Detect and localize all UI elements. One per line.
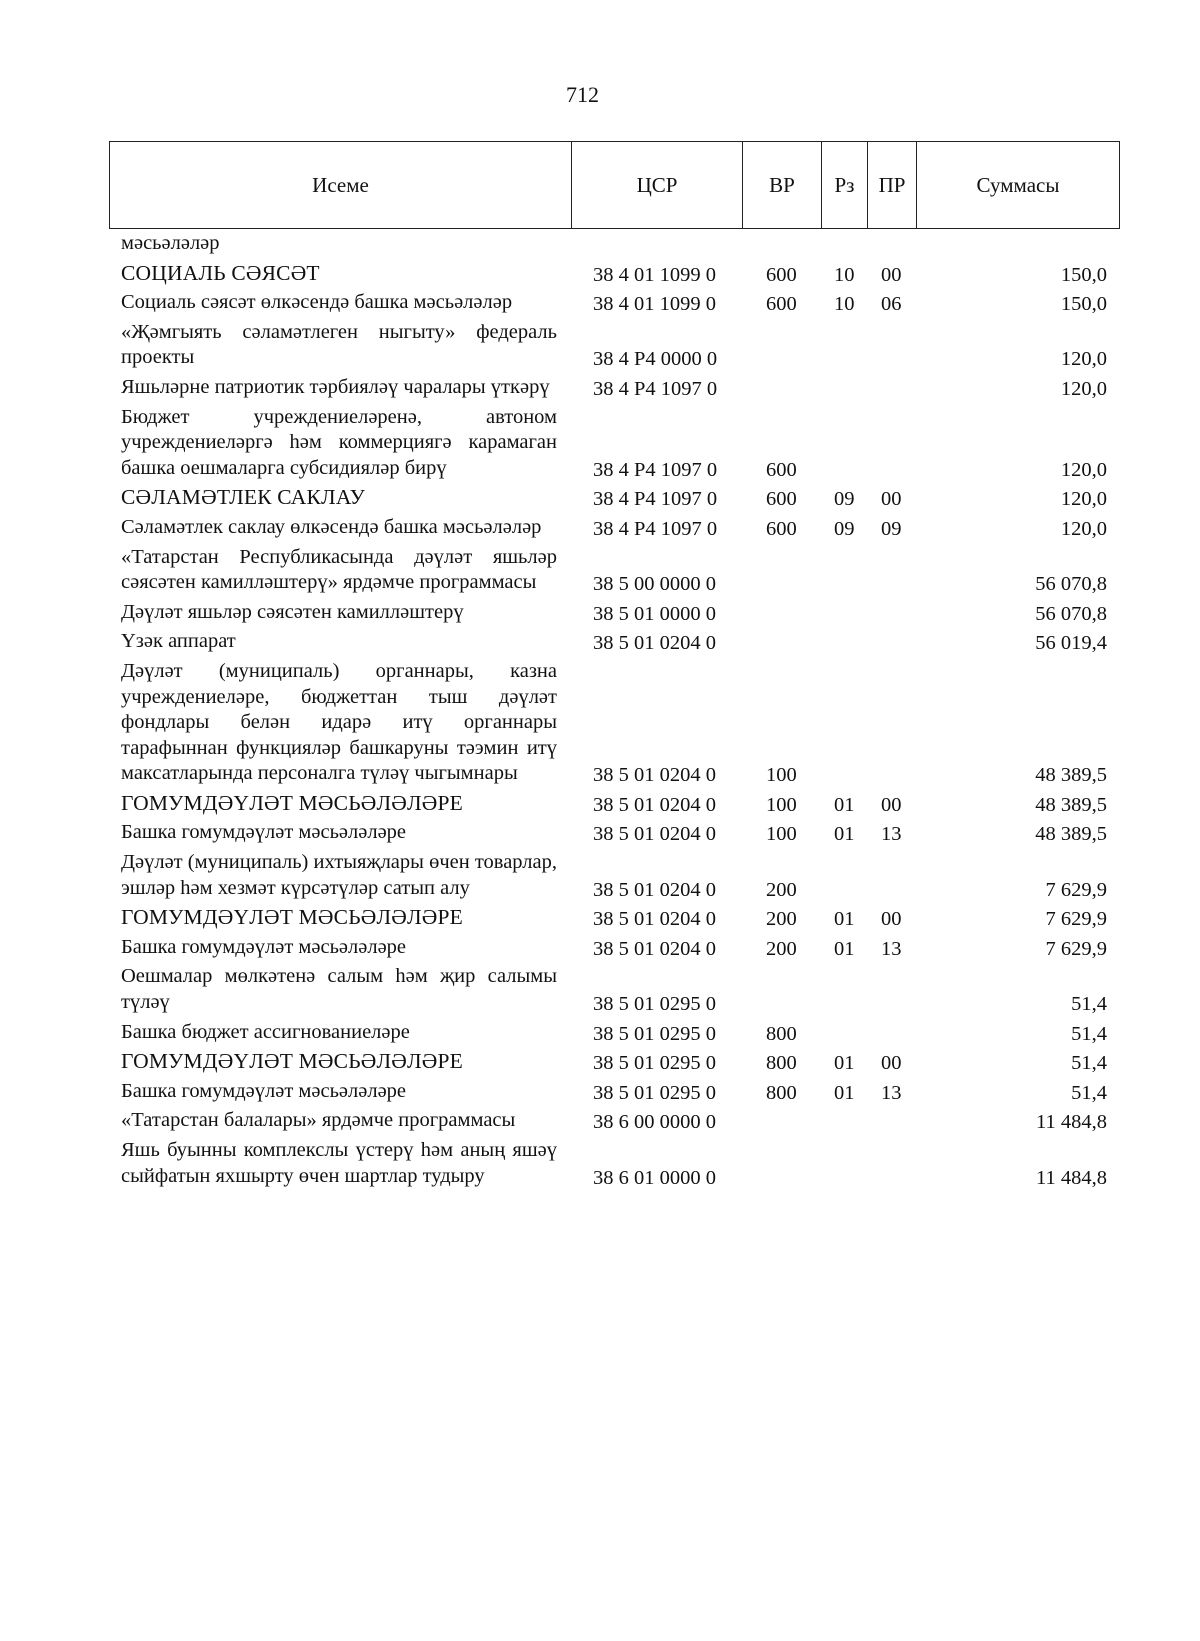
row-amount: 150,0 — [1060, 293, 1107, 316]
row-rz-code — [821, 848, 867, 903]
row-rz-code: 01 — [834, 1052, 855, 1075]
row-csr-code: 38 5 01 0295 0 — [593, 1022, 716, 1045]
row-pr-code — [867, 403, 916, 484]
row-csr-code: 38 5 00 0000 0 — [593, 573, 716, 596]
table-row — [109, 848, 1119, 903]
row-amount: 120,0 — [1060, 517, 1107, 540]
row-amount: 120,0 — [1060, 377, 1107, 400]
row-rz-code: 01 — [834, 823, 855, 846]
table-row — [109, 373, 1119, 403]
row-name: ГОМУМДӘҮЛӘТ МӘСЬӘЛӘЛӘРЕ — [121, 1049, 463, 1074]
row-vr-code: 100 — [766, 793, 797, 816]
row-rz-code — [821, 598, 867, 628]
row-csr-code: 38 4 01 1099 0 — [593, 263, 716, 286]
row-rz-code — [821, 543, 867, 598]
row-vr-code — [742, 962, 821, 1017]
row-vr-code — [742, 318, 821, 373]
row-amount: 120,0 — [1060, 458, 1107, 481]
row-pr-code — [867, 962, 916, 1017]
row-name: Социаль сәясәт өлкәсендә башка мәсьәләләр — [121, 291, 513, 314]
row-amount: 51,4 — [1071, 1022, 1107, 1045]
row-vr-code: 600 — [766, 263, 797, 286]
row-rz-code: 01 — [834, 908, 855, 931]
row-csr-code: 38 5 01 0295 0 — [593, 1081, 716, 1104]
row-pr-code: 00 — [881, 263, 902, 286]
row-name: Дәүләт (муниципаль) органнары, казна учреждениеләре, бюджеттан тыш дәүләт фондлары белән идарә итү органнары тарафыннан функцияләр башкаруны тәэмин итү максатларында персоналга түләү чыгымнары — [121, 659, 557, 785]
table-row — [109, 903, 1119, 933]
row-rz-code — [821, 1136, 867, 1191]
row-vr-code — [742, 598, 821, 628]
table-row — [109, 1077, 1119, 1107]
row-rz-code: 01 — [834, 1081, 855, 1104]
row-name: ГОМУМДӘҮЛӘТ МӘСЬӘЛӘЛӘРЕ — [121, 790, 463, 815]
row-name: Бюджет учреждениеләренә, автоном учреждениеләргә һәм коммерциягә карамаган башка оешмаларга субсидияләр бирү — [121, 405, 557, 479]
row-rz-code — [821, 627, 867, 657]
row-csr-code: 38 5 01 0204 0 — [593, 878, 716, 901]
table-row — [109, 229, 1119, 259]
row-pr-code — [867, 318, 916, 373]
row-vr-code: 800 — [766, 1022, 797, 1045]
row-pr-code — [867, 1136, 916, 1191]
row-pr-code: 13 — [881, 823, 902, 846]
row-amount: 56 070,8 — [1035, 602, 1107, 625]
column-header-csr: ЦСР — [572, 142, 743, 229]
table-row — [109, 657, 1119, 789]
row-name: Оешмалар мөлкәтенә салым һәм җир салымы түләү — [121, 965, 557, 1014]
row-amount — [916, 229, 1119, 259]
row-amount: 11 484,8 — [1036, 1166, 1107, 1189]
table-row — [109, 259, 1119, 289]
table-row — [109, 818, 1119, 848]
row-vr-code: 600 — [766, 488, 797, 511]
table-row — [109, 1106, 1119, 1136]
row-rz-code: 10 — [834, 293, 855, 316]
row-pr-code: 00 — [881, 908, 902, 931]
row-vr-code: 100 — [766, 823, 797, 846]
row-csr-code: 38 6 00 0000 0 — [593, 1111, 716, 1134]
row-csr-code: 38 5 01 0000 0 — [593, 602, 716, 625]
column-header-pr: ПР — [868, 142, 917, 229]
row-amount: 120,0 — [1060, 348, 1107, 371]
row-rz-code — [821, 1106, 867, 1136]
row-amount: 150,0 — [1060, 263, 1107, 286]
table-row — [109, 962, 1119, 1017]
column-header-rz: Рз — [822, 142, 868, 229]
row-amount: 7 629,9 — [1045, 908, 1107, 931]
row-pr-code — [867, 543, 916, 598]
row-amount: 11 484,8 — [1036, 1111, 1107, 1134]
column-header-name: Исеме — [110, 142, 572, 229]
row-rz-code: 10 — [834, 263, 855, 286]
table-row — [109, 543, 1119, 598]
row-rz-code — [821, 318, 867, 373]
row-pr-code — [867, 373, 916, 403]
column-header-sum: Суммасы — [917, 142, 1120, 229]
row-csr-code: 38 6 01 0000 0 — [593, 1166, 716, 1189]
row-name: СОЦИАЛЬ СӘЯСӘТ — [121, 260, 320, 285]
row-name: Башка бюджет ассигнованиеләре — [121, 1020, 410, 1043]
table-row — [109, 483, 1119, 513]
table-row — [109, 513, 1119, 543]
page-number: 712 — [566, 82, 599, 107]
row-vr-code: 600 — [766, 458, 797, 481]
row-amount: 48 389,5 — [1035, 793, 1107, 816]
column-header-vr: ВР — [743, 142, 822, 229]
table-row — [109, 288, 1119, 318]
row-name: Дәүләт яшьләр сәясәтен камилләштерү — [121, 600, 464, 623]
row-pr-code — [867, 229, 916, 259]
row-rz-code: 09 — [834, 488, 855, 511]
row-vr-code — [742, 1136, 821, 1191]
row-amount: 56 070,8 — [1035, 573, 1107, 596]
row-amount: 7 629,9 — [1045, 878, 1107, 901]
row-vr-code — [742, 373, 821, 403]
header-row — [110, 142, 1120, 229]
row-csr-code: 38 5 01 0204 0 — [593, 764, 716, 787]
row-csr-code: 38 4 Р4 0000 0 — [593, 348, 718, 371]
row-csr-code: 38 4 Р4 1097 0 — [593, 517, 718, 540]
row-name: Сәламәтлек саклау өлкәсендә башка мәсьәләләр — [121, 515, 542, 538]
row-pr-code — [867, 657, 916, 789]
row-vr-code — [742, 229, 821, 259]
row-amount: 48 389,5 — [1035, 764, 1107, 787]
table-row — [109, 933, 1119, 963]
row-csr-code: 38 5 01 0204 0 — [593, 937, 716, 960]
table-row — [109, 627, 1119, 657]
row-csr-code: 38 4 Р4 1097 0 — [593, 377, 718, 400]
row-rz-code: 09 — [834, 517, 855, 540]
row-csr-code: 38 5 01 0204 0 — [593, 793, 716, 816]
row-pr-code: 13 — [881, 1081, 902, 1104]
table-row — [109, 1136, 1119, 1191]
row-vr-code: 800 — [766, 1081, 797, 1104]
row-rz-code — [821, 657, 867, 789]
row-vr-code: 600 — [766, 293, 797, 316]
row-amount: 56 019,4 — [1035, 632, 1107, 655]
row-pr-code — [867, 1018, 916, 1048]
row-vr-code: 100 — [766, 764, 797, 787]
row-amount: 51,4 — [1071, 993, 1107, 1016]
row-name: Дәүләт (муниципаль) ихтыяҗлары өчен товарлар, эшләр һәм хезмәт күрсәтүләр сатып алу — [121, 851, 557, 899]
table-row — [109, 598, 1119, 628]
row-vr-code: 200 — [766, 908, 797, 931]
row-name: ГОМУМДӘҮЛӘТ МӘСЬӘЛӘЛӘРЕ — [121, 905, 463, 930]
table-row — [109, 318, 1119, 373]
row-csr-code: 38 5 01 0204 0 — [593, 823, 716, 846]
row-amount: 48 389,5 — [1035, 823, 1107, 846]
row-vr-code: 200 — [766, 878, 797, 901]
row-name: Яшьләрне патриотик тәрбияләү чаралары үткәрү — [121, 375, 550, 398]
row-pr-code — [867, 1106, 916, 1136]
row-vr-code — [742, 1106, 821, 1136]
table-row — [109, 1018, 1119, 1048]
row-pr-code: 00 — [881, 793, 902, 816]
table-row — [109, 789, 1119, 819]
row-rz-code — [821, 1018, 867, 1048]
row-pr-code: 00 — [881, 488, 902, 511]
row-name: «Җәмгыять сәламәтлеген ныгыту» федераль проекты — [121, 320, 557, 369]
row-rz-code — [821, 373, 867, 403]
row-amount: 120,0 — [1060, 488, 1107, 511]
row-vr-code — [742, 627, 821, 657]
row-name: мәсьәләләр — [121, 232, 220, 254]
row-amount: 51,4 — [1071, 1052, 1107, 1075]
row-csr-code: 38 4 Р4 1097 0 — [593, 488, 718, 511]
row-name: СӘЛАМӘТЛЕК САКЛАУ — [121, 485, 366, 510]
row-pr-code — [867, 627, 916, 657]
row-csr-code: 38 5 01 0204 0 — [593, 632, 716, 655]
row-csr-code: 38 4 01 1099 0 — [593, 293, 716, 316]
row-name: Башка гомумдәүләт мәсьәләләре — [121, 1079, 407, 1102]
row-name: Үзәк аппарат — [121, 630, 236, 653]
row-vr-code — [742, 543, 821, 598]
row-rz-code — [821, 229, 867, 259]
row-vr-code: 200 — [766, 937, 797, 960]
row-pr-code: 13 — [881, 937, 902, 960]
row-name: Яшь буынны комплекслы үстерү һәм аның яшәү сыйфатын яхшырту өчен шартлар тудыру — [121, 1139, 557, 1187]
row-amount: 51,4 — [1071, 1081, 1107, 1104]
row-csr-code — [571, 229, 742, 259]
row-rz-code — [821, 962, 867, 1017]
row-csr-code: 38 4 Р4 1097 0 — [593, 458, 718, 481]
row-pr-code: 06 — [881, 293, 902, 316]
table-header — [109, 141, 1120, 229]
row-rz-code: 01 — [834, 793, 855, 816]
row-pr-code: 00 — [881, 1052, 902, 1075]
row-csr-code: 38 5 01 0295 0 — [593, 993, 716, 1016]
row-name: Башка гомумдәүләт мәсьәләләре — [121, 935, 407, 958]
row-vr-code: 800 — [766, 1052, 797, 1075]
row-rz-code — [821, 403, 867, 484]
row-csr-code: 38 5 01 0295 0 — [593, 1052, 716, 1075]
row-pr-code: 09 — [881, 517, 902, 540]
row-csr-code: 38 5 01 0204 0 — [593, 908, 716, 931]
table-body — [109, 229, 1119, 1191]
budget-table — [109, 229, 1119, 1191]
table-row — [109, 1047, 1119, 1077]
row-pr-code — [867, 598, 916, 628]
row-pr-code — [867, 848, 916, 903]
row-vr-code: 600 — [766, 517, 797, 540]
row-name: «Татарстан балалары» ярдәмче программасы — [121, 1109, 516, 1132]
row-name: Башка гомумдәүләт мәсьәләләре — [121, 821, 407, 844]
table-row — [109, 403, 1119, 484]
row-rz-code: 01 — [834, 937, 855, 960]
row-name: «Татарстан Республикасында дәүләт яшьләр сәясәтен камилләштерү» ярдәмче программасы — [121, 545, 557, 594]
row-amount: 7 629,9 — [1045, 937, 1107, 960]
